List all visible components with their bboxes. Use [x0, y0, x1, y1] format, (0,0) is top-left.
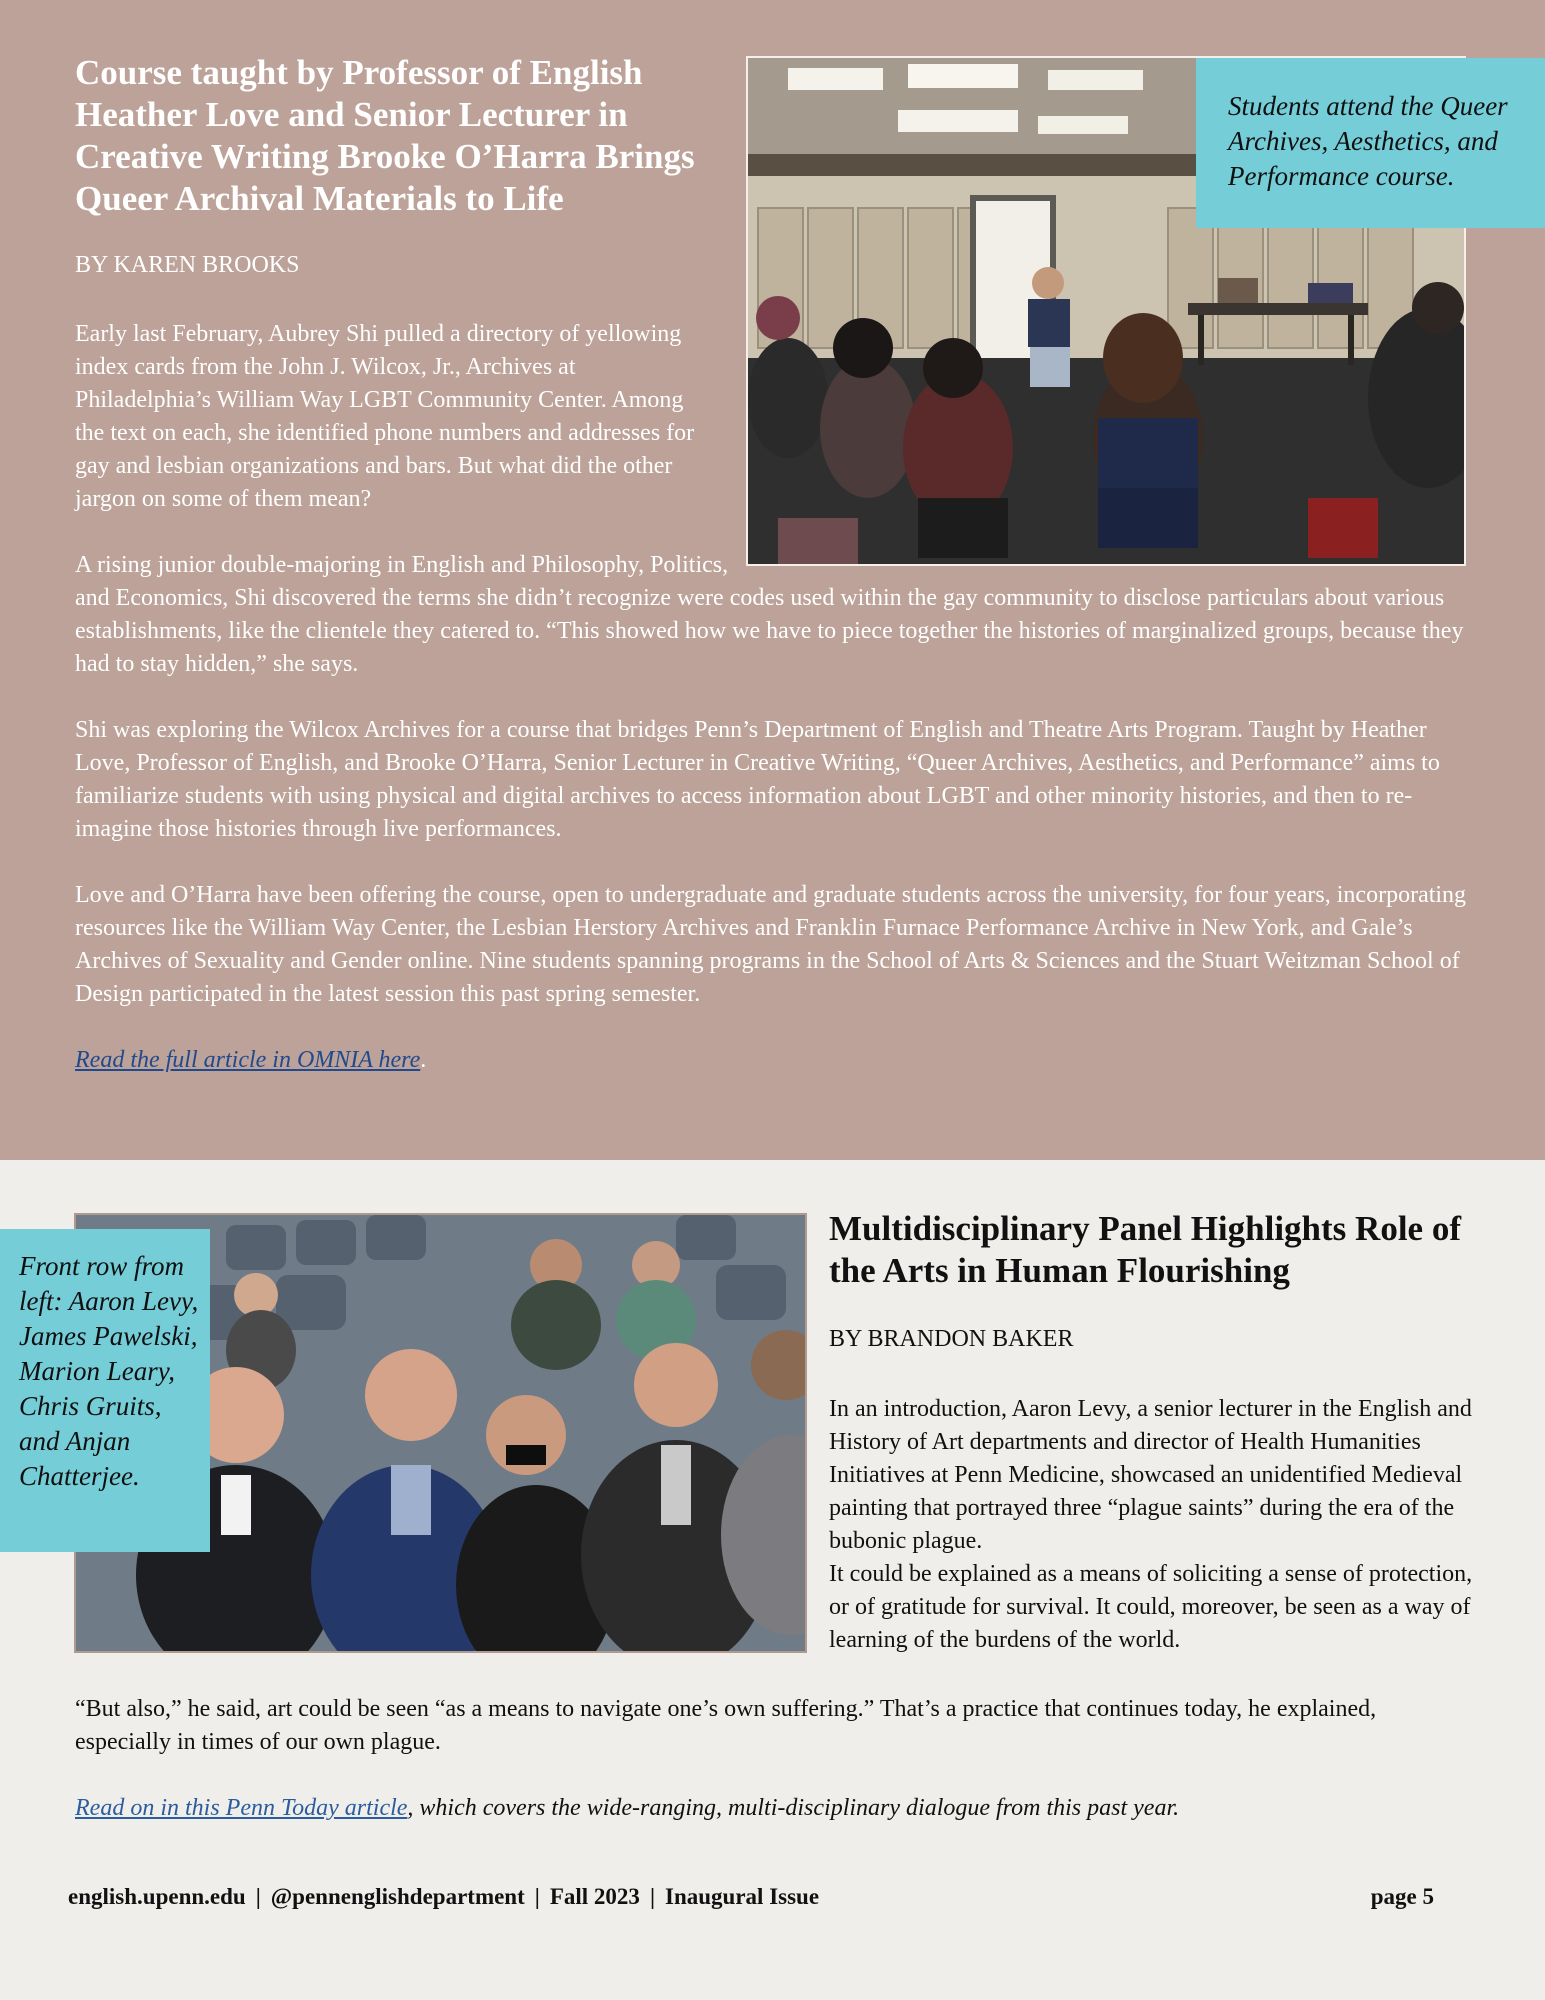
- omnia-article-link[interactable]: Read the full article in OMNIA here: [75, 1047, 421, 1073]
- article2-paragraph: “But also,” he said, art could be seen “as a means to navigate one’s own suffering.” That’s a practice that continues today, he explained, especially in times of our own plague.: [75, 1696, 1377, 1755]
- article1-paragraph: Love and O’Harra have been offering the course, open to undergraduate and graduate students across the university, for four years, incorporating resources like the William Way Center, the Lesbian Herstory Archives and Franklin Furnace Performance Archive in New York, and Gale’s Archives of Sexuality and Gender online. Nine students spanning programs in the School of Arts & Sciences and the Stuart Weitzman School of Design participated in the latest session this past spring semester.: [75, 882, 1467, 1007]
- footer-separator: |: [649, 1884, 656, 1909]
- footer-handle: @pennenglishdepartment: [270, 1884, 525, 1909]
- article2-title: Multidisciplinary Panel Highlights Role of the Arts in Human Flourishing: [829, 1209, 1461, 1290]
- article1-readmore: [75, 1044, 1475, 1077]
- photo2-caption: Front row from left: Aaron Levy, James Pawelski, Marion Leary, Chris Gruits, and Anjan Chatterjee.: [0, 1229, 210, 1552]
- footer-issue: Inaugural Issue: [665, 1884, 820, 1909]
- article2-link-suffix: , which covers the wide-ranging, multi-disciplinary dialogue from this past year.: [407, 1795, 1180, 1821]
- photo1-caption: Students attend the Queer Archives, Aesthetics, and Performance course.: [1196, 58, 1545, 228]
- article1-byline: BY KAREN BROOKS: [75, 252, 300, 278]
- article1-title: Course taught by Professor of English Heather Love and Senior Lecturer in Creative Writing Brooke O’Harra Brings Queer Archival Materials to Life: [75, 53, 695, 218]
- article2-paragraph: In an introduction, Aaron Levy, a senior lecturer in the English and History of Art departments and director of Health Humanities Initiatives at Penn Medicine, showcased an unidentified Medieval painting that portrayed three “plague saints” during the era of the bubonic plague.: [829, 1396, 1472, 1554]
- article1-paragraph: Early last February, Aubrey Shi pulled a directory of yellowing index cards from the John J. Wilcox, Jr., Archives at Philadelphia’s William Way LGBT Community Center. Among the text on each, she identified phone numbers and addresses for gay and lesbian organizations and bars. But what did the other jargon on some of them mean?: [75, 321, 695, 512]
- article2-column-text: [829, 1393, 1489, 1657]
- footer-term: Fall 2023: [549, 1884, 640, 1909]
- article1-paragraph: Shi was exploring the Wilcox Archives for a course that bridges Penn’s Department of English and Theatre Arts Program. Taught by Heather Love, Professor of English, and Brooke O’Harra, Senior Lecturer in Creative Writing, “Queer Archives, Aesthetics, and Performance” aims to familiarize students with using physical and digital archives to access information about LGBT and other minority histories, and then to re-imagine those histories through live performances.: [75, 717, 1440, 842]
- page-number: page 5: [1370, 1884, 1434, 1909]
- article1-paragraph: A rising junior double-majoring in English and Philosophy, Politics, and Economics, Shi discovered the terms she didn’t recognize were codes used within the gay community to disclose particulars about various establishments, like the clientele they catered to. “This showed how we have to piece together the histories of marginalized groups, because they had to stay hidden,” she says.: [75, 552, 1464, 677]
- article1-body: [75, 318, 1475, 1110]
- article2-byline: BY BRANDON BAKER: [829, 1326, 1074, 1352]
- photo1-text-wrap-spacer: [755, 318, 1475, 558]
- article1-link-suffix: .: [420, 1047, 427, 1073]
- footer-separator: |: [255, 1884, 261, 1909]
- footer: [68, 1884, 1468, 1916]
- penn-today-article-link[interactable]: Read on in this Penn Today article: [75, 1795, 408, 1821]
- article2-readmore: [75, 1792, 1475, 1825]
- article2-paragraph: It could be explained as a means of soliciting a sense of protection, or of gratitude for survival. It could, moreover, be seen as a way of learning of the burdens of the world.: [829, 1561, 1473, 1653]
- footer-website: english.upenn.edu: [68, 1884, 246, 1909]
- footer-separator: |: [534, 1884, 540, 1909]
